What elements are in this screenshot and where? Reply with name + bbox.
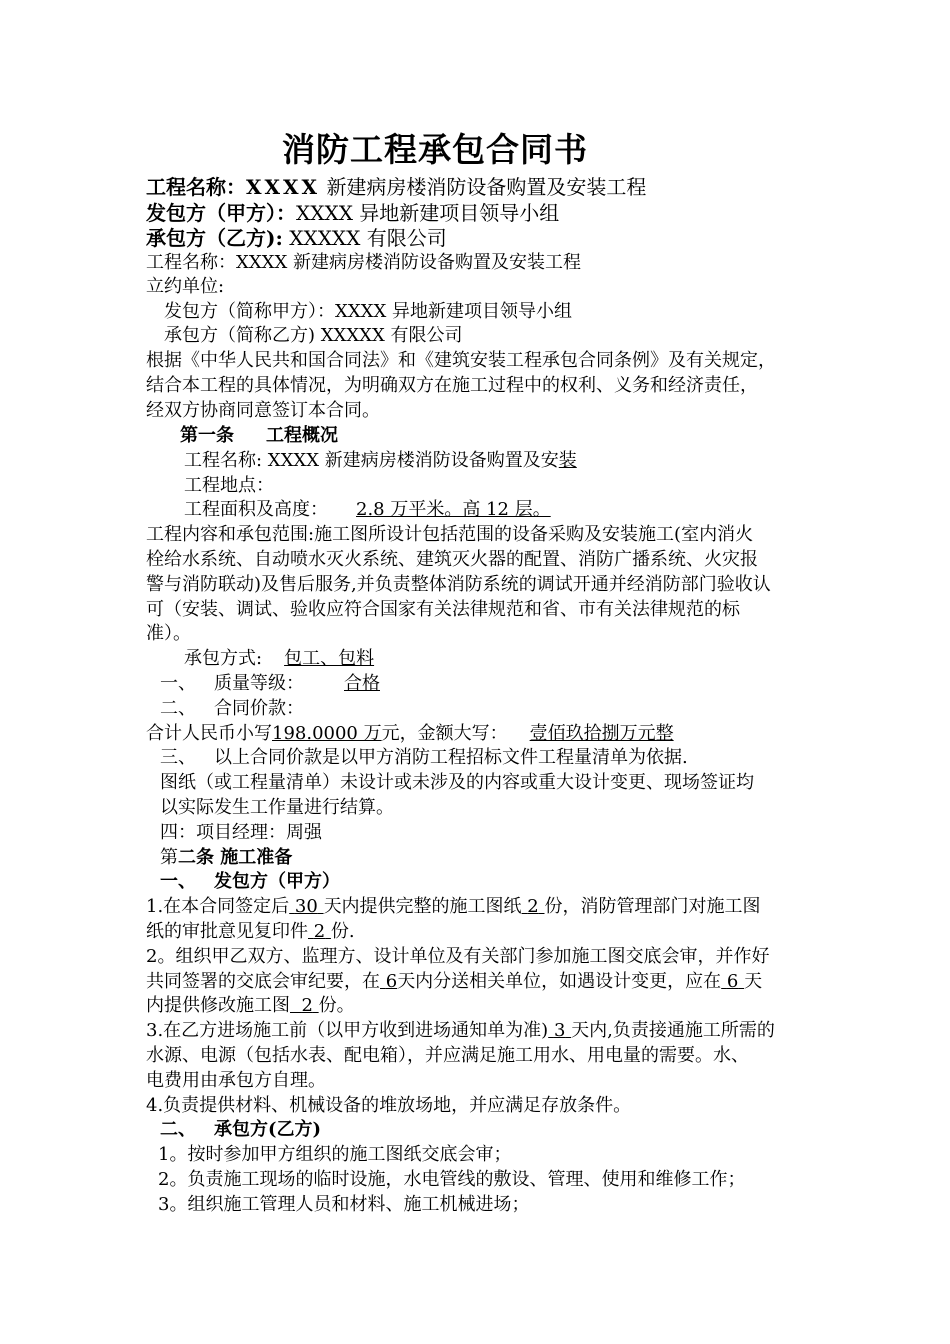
article1-area-value-text: 2.8 万平米。高 12 层。 xyxy=(356,499,551,520)
article2-p4: 4.负责提供材料、机械设备的堆放场地，并应满足存放条件。 xyxy=(146,1095,632,1116)
header-contractor-label: 承包方（乙方): xyxy=(146,226,283,250)
intro-employer-line: 发包方（简称甲方）：XXXX 异地新建项目领导小组 xyxy=(164,301,572,322)
article1-price-prefix: 合计人民币小写 xyxy=(146,723,272,744)
article2-sub1-num: 一、 xyxy=(160,871,196,892)
article1-scope-line: 准）。 xyxy=(146,623,191,644)
header-employer-name: XXXX 异地新建项目领导小组 xyxy=(296,201,560,225)
article1-change-line: 以实际发生工作量进行结算。 xyxy=(160,797,394,818)
article2-p2-days2-value: 6 xyxy=(726,971,739,992)
article1-price-amount-line xyxy=(146,722,766,746)
article1-method-value xyxy=(262,648,374,669)
article1-scope-line: 工程内容和承包范围:施工图所设计包括范围的设备采购及安装施工(室内消火 xyxy=(146,524,754,545)
article1-location: 工程地点： xyxy=(184,475,274,496)
article1-price-amount: 198.0000 万 xyxy=(272,723,382,744)
header-employer-label: 发包方（甲方）： xyxy=(146,201,296,225)
article2-heading-prefix: 第 xyxy=(160,847,178,868)
article2-p2-days-value: 6 xyxy=(385,971,398,992)
article1-price-num: 二、 xyxy=(160,698,196,719)
article2-p2-days xyxy=(380,971,397,992)
article1-manager: 四：项目经理：周强 xyxy=(160,822,322,843)
article1-scope-line: 栓给水系统、自动喷水灭火系统、建筑灭火器的配置、消防广播系统、火灾报 xyxy=(146,549,758,570)
article2-heading-title: 二条 施工准备 xyxy=(178,847,293,868)
article1-quality-value xyxy=(304,672,586,696)
article1-project-name-text: 工程名称: XXXX 新建病房楼消防设备购置及安 xyxy=(184,450,559,471)
article2-p1-line1 xyxy=(146,895,760,919)
intro-contractor-line: 承包方（简称乙方) XXXXX 有限公司 xyxy=(164,325,463,346)
article2-p1-days-value: 30 xyxy=(294,896,318,917)
header-project-code: XXXX xyxy=(246,175,321,199)
article2-heading xyxy=(160,846,292,870)
article1-quality xyxy=(160,672,586,696)
article2-sub1-title: 发包方（甲方） xyxy=(214,871,340,892)
intro-basis-line: 经双方协商同意签订本合同。 xyxy=(146,400,380,421)
header-employer xyxy=(146,200,559,226)
article2-item: 1。按时参加甲方组织的施工图纸交底会审； xyxy=(158,1144,512,1165)
article2-p2-days2 xyxy=(721,971,744,992)
article2-item: 3。组织施工管理人员和材料、施工机械进场； xyxy=(158,1194,530,1215)
article1-price xyxy=(160,697,304,721)
article1-scope-line: 可（安装、调试、验收应符合国家有关法律规范和省、市有关法律规范的标 xyxy=(146,599,740,620)
article2-sub2-num: 二、 xyxy=(160,1119,196,1140)
article1-method-blank xyxy=(432,647,570,671)
article1-heading xyxy=(180,424,338,448)
intro-parties-label: 立约单位: xyxy=(146,276,225,297)
article1-change-line: 图纸（或工程量清单）未设计或未涉及的内容或重大设计变更、现场签证均 xyxy=(160,772,754,793)
document-title: 消防工程承包合同书 xyxy=(282,130,588,169)
article2-p1-text: 1.在本合同签定后 xyxy=(146,896,290,917)
article2-p3-days-value: 3 xyxy=(553,1020,566,1041)
article1-area-label: 工程面积及高度： xyxy=(184,499,328,520)
article1-price-words-text: 壹佰玖拾捌万元整 xyxy=(529,723,674,744)
article2-p2-text: 内提供修改施工图 xyxy=(146,995,290,1016)
article1-method-label: 承包方式: xyxy=(184,648,263,669)
article2-sub2 xyxy=(160,1118,321,1142)
article2-sub2-title: 承包方(乙方) xyxy=(214,1119,322,1140)
article1-project-name xyxy=(184,449,577,473)
article2-p1-line2 xyxy=(146,920,355,944)
article2-p2-copies xyxy=(290,995,319,1016)
article1-price-words xyxy=(508,722,766,746)
article2-p3-line1 xyxy=(146,1019,775,1043)
article1-price-label: 合同价款： xyxy=(214,698,304,719)
intro-basis-line: 根据《中华人民共和国合同法》和《建筑安装工程承包合同条例》及有关规定， xyxy=(146,350,776,371)
article2-p2-text: 天内分送相关单位，如遇设计变更，应在 xyxy=(397,971,722,992)
article2-p2-text: 天 xyxy=(744,971,763,992)
article1-price-mid: 元，金额大写： xyxy=(381,723,508,744)
article1-area-value xyxy=(328,498,741,522)
article2-p3-days xyxy=(548,1020,571,1041)
article1-project-name-suffix: 装 xyxy=(558,450,577,471)
article1-basis-text: 以上合同价款是以甲方消防工程招标文件工程量清单为依据. xyxy=(214,747,688,768)
article2-p2-text: 共同签署的交底会审纪要，在 xyxy=(146,971,380,992)
header-project-name: 新建病房楼消防设备购置及安装工程 xyxy=(326,175,647,199)
article1-heading-title: 工程概况 xyxy=(266,425,338,446)
header-contractor xyxy=(146,225,447,251)
article1-heading-num: 第一条 xyxy=(180,425,234,446)
article2-p1-text: 纸的审批意见复印件 xyxy=(146,921,308,942)
article2-p1-copies2-value: 2 xyxy=(313,921,326,942)
article1-area xyxy=(184,498,741,522)
article2-p1-text: 份，消防管理部门对施工图 xyxy=(544,896,761,917)
article2-p1-copies xyxy=(522,896,545,917)
article1-method-value-text: 包工、包料 xyxy=(284,648,375,669)
article1-quality-value-text: 合格 xyxy=(344,673,380,694)
article2-p2-line3 xyxy=(146,994,355,1018)
article2-p1-copies-value: 2 xyxy=(527,896,539,917)
article2-p1-text: 天内提供完整的施工图纸 xyxy=(323,896,522,917)
article2-p2-line2 xyxy=(146,970,762,994)
article1-quality-num: 一、 xyxy=(160,673,196,694)
article1-basis xyxy=(160,746,688,770)
article2-p2-line1: 2。组织甲乙双方、监理方、设计单位及有关部门参加施工图交底会审，并作好 xyxy=(146,946,770,967)
article2-p2-text: 份。 xyxy=(318,995,355,1016)
article2-p1-text: 份. xyxy=(330,921,355,942)
header-project-label: 工程名称： xyxy=(146,175,246,199)
article1-basis-num: 三、 xyxy=(160,747,196,768)
article1-scope-line: 警与消防联动)及售后服务,并负责整体消防系统的调试开通并经消防部门验收认 xyxy=(146,574,771,595)
article1-quality-label: 质量等级： xyxy=(214,673,304,694)
header-project xyxy=(146,174,646,200)
article2-sub1 xyxy=(160,870,340,894)
article1-method xyxy=(184,647,570,671)
article2-p1-days xyxy=(289,896,323,917)
article2-p1-copies2 xyxy=(308,921,331,942)
header-contractor-name: XXXXX 有限公司 xyxy=(289,226,447,250)
article2-p3-text: 天内,负责接通施工所需的 xyxy=(571,1020,775,1041)
article2-p2-copies-value: 2 xyxy=(301,995,313,1016)
article2-p3-text: 3.在乙方进场施工前（以甲方收到进场通知单为准) xyxy=(146,1020,549,1041)
article2-p3-line3: 电费用由承包方自理。 xyxy=(146,1070,326,1091)
article2-item: 2。负责施工现场的临时设施，水电管线的敷设、管理、使用和维修工作； xyxy=(158,1169,746,1190)
intro-basis-line: 结合本工程的具体情况，为明确双方在施工过程中的权利、义务和经济责任， xyxy=(146,375,758,396)
intro-project-line: 工程名称：XXXX 新建病房楼消防设备购置及安装工程 xyxy=(146,252,581,273)
article2-p3-line2: 水源、电源（包括水表、配电箱），并应满足施工用水、用电量的需要。水、 xyxy=(146,1045,749,1066)
